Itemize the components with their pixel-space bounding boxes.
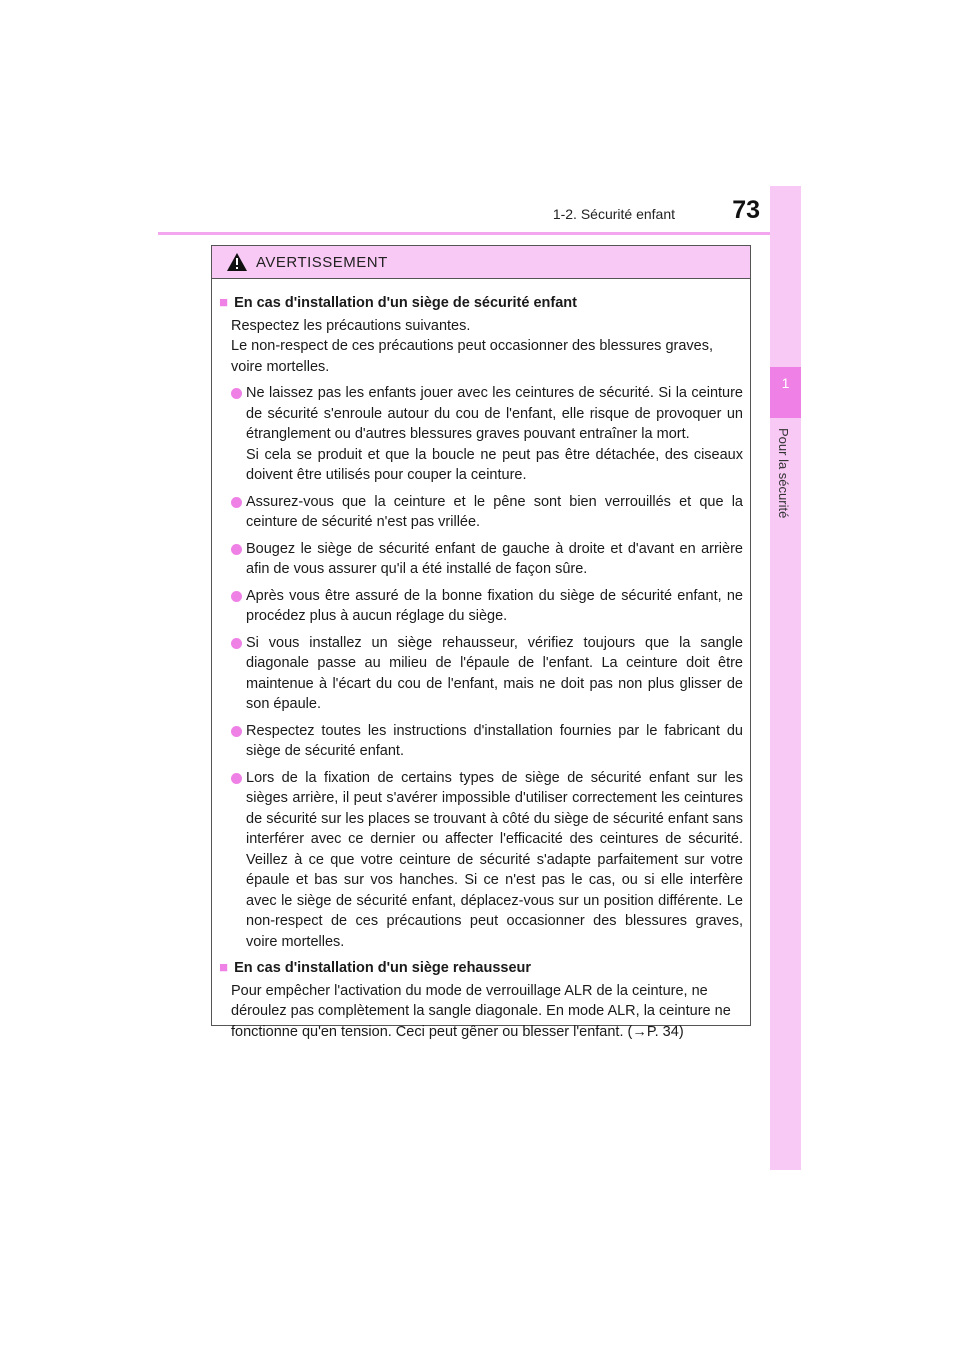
section-intro: Respectez les précautions suivantes. Le non-respect de ces précautions peut occasionner des blessures graves, voire mortelles.	[231, 317, 714, 375]
warning-body	[212, 279, 750, 1042]
section-heading: ■ En cas d'installation d'un siège rehausseur	[219, 958, 743, 979]
page-number: 73	[732, 196, 760, 224]
section-title: 1-2. Sécurité enfant	[552, 206, 675, 222]
bullet-dot-icon	[231, 544, 242, 555]
square-bullet-icon: ■	[219, 959, 229, 976]
section-heading: ■ En cas d'installation d'un siège de sécurité enfant	[219, 293, 743, 314]
header-divider	[158, 232, 770, 235]
chapter-number: 1	[781, 375, 790, 391]
side-tab	[770, 186, 801, 1170]
warning-title: AVERTISSEMENT	[256, 253, 388, 271]
bullet-dot-icon	[231, 638, 242, 649]
bullet-dot-icon	[231, 773, 242, 784]
list-item: Assurez-vous que la ceinture et le pêne sont bien verrouillés et que la ceinture de sécurité n'est pas vrillée.	[219, 492, 743, 533]
warning-header	[212, 246, 750, 279]
section-intro: Pour empêcher l'activation du mode de verrouillage ALR de la ceinture, ne déroulez pas complètement la sangle diagonale. En mode ALR, la ceinture ne fonctionne qu'en tension. Ceci peut gêner ou blesser l'enfant. (→P. 34)	[231, 982, 731, 1040]
bullet-dot-icon	[231, 497, 242, 508]
bullet-dot-icon	[231, 591, 242, 602]
list-item: Si vous installez un siège rehausseur, vérifiez toujours que la sangle diagonale passe au milieu de l'épaule de l'enfant. La ceinture doit être maintenue à l'écart du cou de l'enfant, mais ne doit pas non plus glisser de son épaule.	[219, 633, 743, 715]
list-item: Lors de la fixation de certains types de siège de sécurité enfant sur les sièges arrière, il peut s'avérer impossible d'utiliser correctement les ceintures de sécurité sur les places se trouvant à côté du siège de sécurité enfant sans interférer avec ce dernier ou affecter l'efficacité des ceintures de sécurité. Veillez à ce que votre ceinture de sécurité s'adapte parfaitement sur votre épaule et bas sur vos hanches. Si ce n'est pas le cas, ou si elle interfère avec le siège de sécurité enfant, déplacez-vous sur un position différente. Le non-respect de ces précautions peut occasionner des blessures graves, voire mortelles.	[219, 768, 743, 953]
list-item: Respectez toutes les instructions d'installation fournies par le fabricant du siège de sécurité enfant.	[219, 721, 743, 762]
square-bullet-icon: ■	[219, 294, 229, 311]
list-item: Bougez le siège de sécurité enfant de gauche à droite et d'avant en arrière afin de vous assurer qu'il a été installé de façon sûre.	[219, 539, 743, 580]
bullet-dot-icon	[231, 388, 242, 399]
chapter-label: Pour la sécurité	[776, 428, 791, 519]
list-item: Après vous être assuré de la bonne fixation du siège de sécurité enfant, ne procédez plus à aucun réglage du siège.	[219, 586, 743, 627]
bullet-dot-icon	[231, 726, 242, 737]
warning-box	[211, 245, 751, 1040]
list-item: Ne laissez pas les enfants jouer avec les ceintures de sécurité. Si la ceinture de sécurité s'enroule autour du cou de l'enfant, elle risque de provoquer un étranglement ou d'autres blessures graves pouvant entraîner la mort. Si cela se produit et que la boucle ne peut pas être détachée, des ciseaux doivent être utilisés pour couper la ceinture.	[219, 383, 743, 486]
warning-triangle-icon	[226, 252, 248, 272]
